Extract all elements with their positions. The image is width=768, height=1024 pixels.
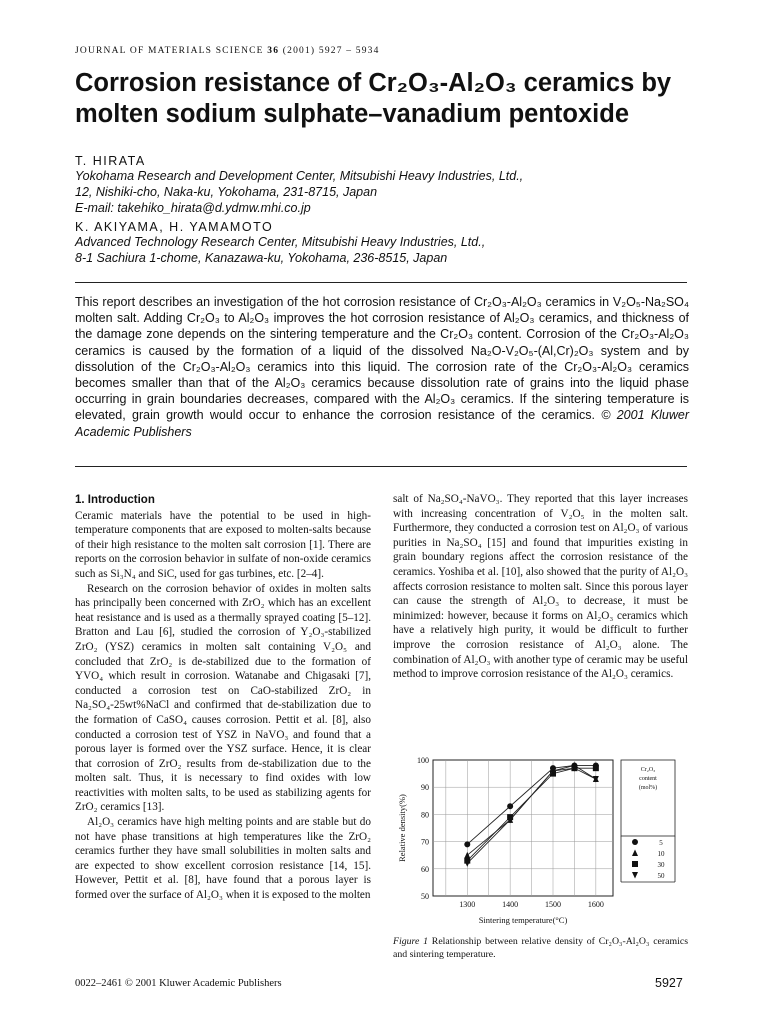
paragraph: Research on the corrosion behavior of oxides in molten salts has principally been concerned with ZrO₂ which has an excellent heat resistance and is used as a thermally sprayed coating [5–12]. Bratton and Lau [6], studied the corrosion of Y₂O₃-stabilized ZrO₂ (YSZ) ceramics in molten salt containing V₂O₅ and concluded that ZrO₂ is de-stabilized due to the formation of YVO₄ which result in corrosion. Watanabe and Chigasaki [7], conducted a corrosion test on CaO-stabilized ZrO₂ in Na₂SO₄-25wt%NaCl and confirmed that de-stabilization due to the formation of CaSO₄ causes corrosion. Pettit et al. [8], also conducted a corrosion test of YSZ in NaVO₃ and found that a porous layer is formed over the YSZ surface. Hence, it is clear that corrosion of ZrO₂ results from de-stabilization due to the molten salt. Thus, it is necessary to find oxides with low reactivities with molten salts, to be used as stabilizing agents for ZrO₂ ceramics [13]. [75,582,371,814]
figure-label: Figure 1 [393,936,428,947]
y-tick-label: 80 [421,810,429,820]
x-tick-label: 1400 [502,900,519,909]
legend-label: 50 [657,872,665,880]
affiliation-line: 12, Nishiki-cho, Naka-ku, Yokohama, 231-8715, Japan [75,185,378,199]
figure-caption [393,935,688,961]
affiliation-line: Advanced Technology Research Center, Mitsubishi Heavy Industries, Ltd., [75,235,486,249]
data-point [632,872,638,879]
data-point [632,839,638,845]
title-line-2: molten sodium sulphate–vanadium pentoxide [75,100,630,128]
y-axis-label: Relative density(%) [397,794,407,862]
figure-caption-text: Relationship between relative density of Cr₂O₃-Al₂O₃ ceramics and sintering temperature. [393,936,689,960]
journal-year-pages: (2001) 5927 – 5934 [282,46,380,56]
journal-volume: 36 [267,46,280,56]
legend-title: content [639,776,657,782]
divider-top [75,282,687,283]
journal-header [75,46,380,56]
legend-title: (mol%) [638,785,658,791]
x-axis-label: Sintering temperature(°C) [478,915,568,925]
section-heading: 1. Introduction [75,494,155,506]
data-point [593,765,599,771]
x-tick-label: 1600 [587,900,604,909]
author-akiyama-yamamoto: K. AKIYAMA, H. YAMAMOTO [75,220,274,234]
data-point [632,850,638,857]
author-email: E-mail: takehiko_hirata@d.ydmw.mhi.co.jp [75,201,311,215]
legend-label: 30 [657,861,665,869]
paragraph: salt of Na₂SO₄-NaVO₃. They reported that this layer increases with increasing concentration of V₂O₅ in the molten salt. Furthermore, they conducted a corrosion test on Al₂O₃ of various purities in Na₂SO₄ [15] and found that impurities existing in grain boundary regions affect the corrosion resistance of the ceramics. Yoshiba et al. [10], also showed that the purity of Al₂O₃ affects corrosion resistance to molten salt. Since this porous layer can cause the strength of Al₂O₃ to decrease, it must be minimized: however, because it forms on Al₂O₃ ceramics which have a relatively high purity, it would be difficult to further improve the corrosion resistance of Al₂O₃ alone. The combination of Al₂O₃ with another type of ceramic may be useful method to improve corrosion resistance of the Al₂O₃ ceramics. [393,493,688,681]
x-tick-label: 1500 [545,900,561,909]
paragraph: Al₂O₃ ceramics have high melting points and are stable but do not have phase transitions at high temperatures like the ZrO₂ ceramics further they have small solubilities in molten salts and are expected to show excellent corrosion resistance [14, 15]. However, Pettit et al. [8], have found that a porous layer is formed over the surface of Al₂O₃ when it is exposed to the molten [75,816,371,902]
data-point [464,841,470,847]
right-column [393,492,688,682]
author-hirata: T. HIRATA [75,154,146,168]
paper-title [75,68,715,130]
footer-issn: 0022–2461 © 2001 Kluwer Academic Publishers [75,978,282,989]
data-point [464,852,470,859]
x-tick-label: 1300 [459,900,476,909]
plot-frame [433,760,613,896]
y-tick-label: 100 [417,756,429,765]
page-number: 5927 [655,976,683,990]
abstract [75,294,689,440]
data-point [507,803,513,809]
paragraph: Ceramic materials have the potential to be used in high-temperature components that are exposed to molten-salts because of their high resistance to the molten salt corrosion [1]. There are reports on the corrosion behavior in sulfate of non-oxide ceramics such as Si₃N₄ and SiC, used for gas turbines, etc. [2–4]. [75,509,371,580]
affiliation-line: Yokohama Research and Development Center, Mitsubishi Heavy Industries, Ltd., [75,169,524,183]
y-tick-label: 90 [421,783,429,793]
divider-bottom [75,466,687,467]
affiliation-block-2 [75,234,485,266]
left-column [75,493,371,903]
y-tick-label: 50 [421,892,429,901]
journal-name: JOURNAL OF MATERIALS SCIENCE [75,46,264,56]
density-chart [393,750,693,932]
abstract-text: This report describes an investigation of the hot corrosion resistance of Cr₂O₃-Al₂O₃ ceramics in V₂O₅-Na₂SO₄ molten salt. Adding Cr₂O₃ to Al₂O₃ improves the hot corrosion resistance of Al₂O₃ ceramics, and thickness of the damage zone depends on the sintering temperature and the Cr₂O₃ content. Corrosion of the Cr₂O₃-Al₂O₃ ceramics is caused by the formation of a liquid of the dissolved Na₂O-V₂O₅-(Al,Cr)₂O₃ system and by dissolution of the Cr₂O₃-Al₂O₃ ceramics into this liquid. The corrosion rate of the Cr₂O₃-Al₂O₃ ceramics becomes smaller than that of the Al₂O₃ ceramics because dissolution rate of grains into the liquid phase occurring in grain boundaries decreases, compared with the Al₂O₃ ceramics. If the sintering temperature is elevated, grain growth would occur to enhance the corrosion resistance of the ceramics. [75,295,689,423]
data-point [632,861,638,867]
legend-title: Cr₂O₃ [640,767,656,773]
affiliation-line: 8-1 Sachiura 1-chome, Kanazawa-ku, Yokohama, 236-8515, Japan [75,251,448,265]
abstract-copyright: © 2001 Kluwer Academic Publishers [75,408,690,439]
title-line-1: Corrosion resistance of Cr₂O₃-Al₂O₃ ceramics by [75,69,672,97]
legend-label: 5 [659,839,663,847]
y-tick-label: 60 [421,864,429,874]
affiliation-block-1 [75,168,523,216]
figure-1 [393,750,693,962]
legend-label: 10 [657,850,665,858]
y-tick-label: 70 [421,837,429,847]
